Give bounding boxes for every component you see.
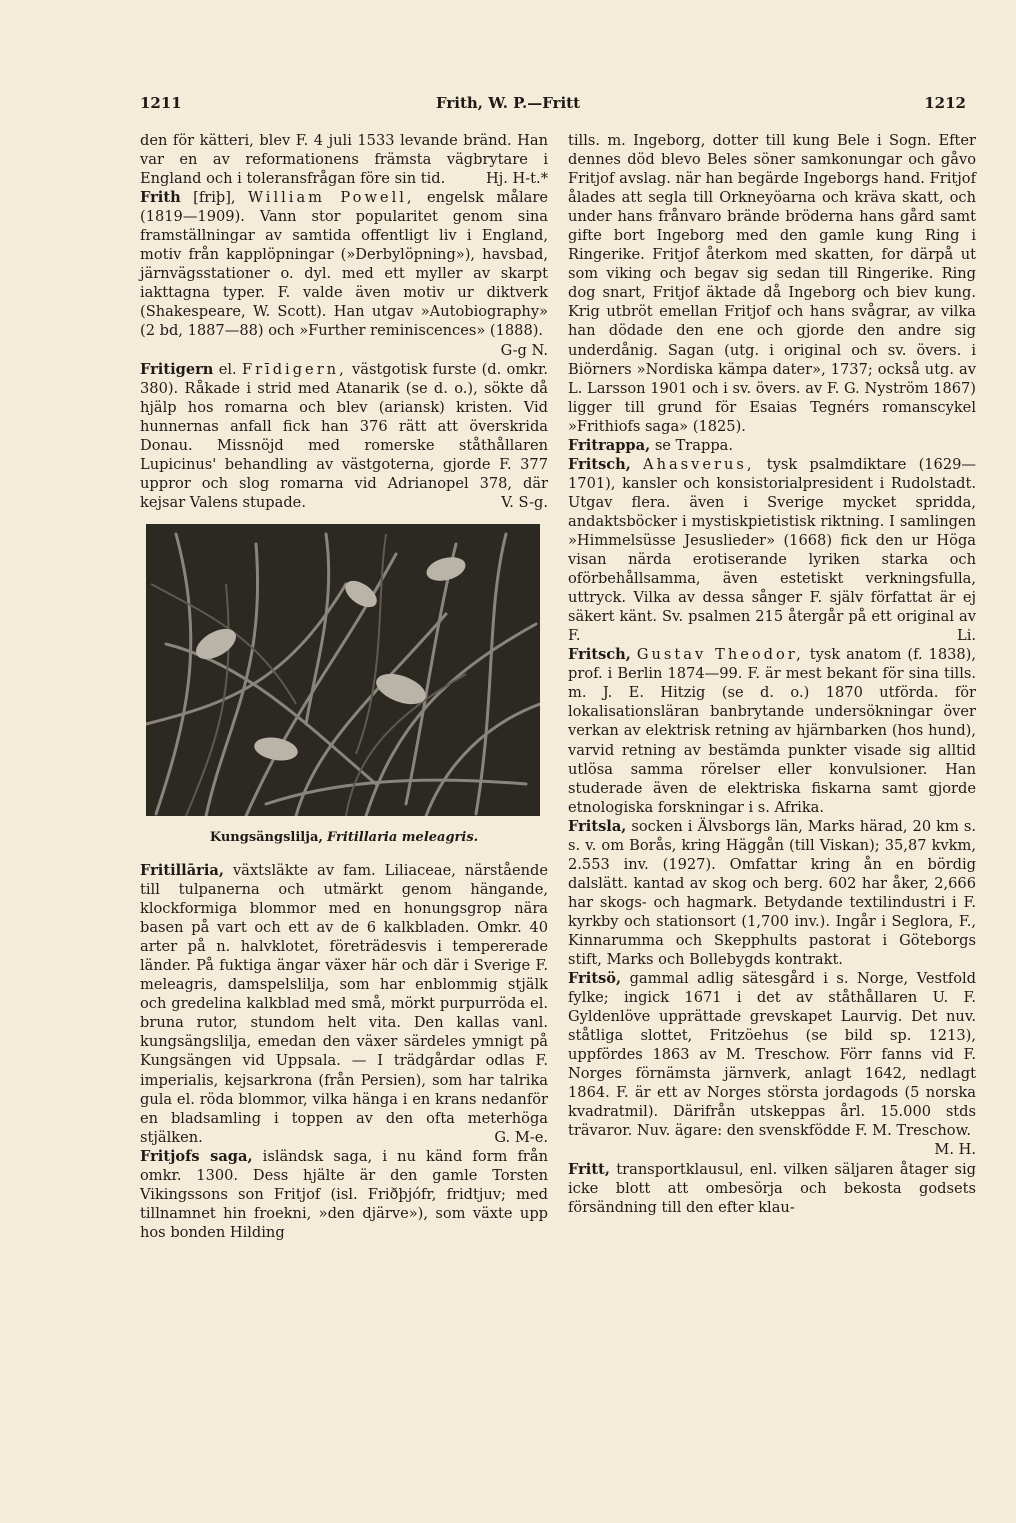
author-signature: V. S-g. bbox=[501, 493, 548, 511]
entry-headword: Fritsö, bbox=[568, 970, 622, 988]
entry-fritsch-ahasverus: Fritsch, Ahasverus, tysk psalmdiktare (1629—1701), kansler och konsistorialpresident i Rudolstadt. Utgav flera. även i Sverige mycket spridda, andaktsböcker i mystiskpietistisk riktning. I samlingen »Himmelsüsse Jesuslieder» (1668) fick den ur Höga visan närda erotiserande lyriken starka och oförbehållsamma, även estetiskt verkningsfulla, uttryck. Vilka av dessa sånger F. själv författat är ej säkert känt. Sv. psalmen 215 återgår på ett original av F. Li. bbox=[568, 455, 977, 645]
entry-fritigern: Fritigern el. Frīdigern, västgotisk furste (d. omkr. 380). Råkade i strid med Atanarik (se d. o.), sökte då hjälp hos romarna och blev (ariansk) kristen. Vid hunnernas anfall fick han 376 rätt att överskrida Donau. Missnöjd med romerske ståthållaren Lupicinus' behandling av västgoterna, gjorde F. 377 uppror och slog romarna vid Adrianopel 378, där kejsar Valens stupade. V. S-g. bbox=[140, 360, 549, 511]
photo-caption: Kungsängslilja, Fritillaria meleagris. bbox=[209, 829, 479, 845]
entry-fritsla: Fritsla, socken i Älvsborgs län, Marks härad, 20 km s. s. v. om Borås, kring Häggån (till Viskan); 35,87 kvkm, 2.553 inv. (1927). Omfattar kring ån en bördig dalslätt. kantad av skog och berg. 602 har åker, 2,666 har skogs- och hagmark. Betydande textilindustri i F. kyrkby och stationsort (1,700 inv.). Ingår i Seglora, F., Kinnarumma och Skepphults pastorat i Göteborgs stift, Marks och Bollebygds kontrakt. bbox=[568, 817, 976, 969]
entry-fritillaria: Fritillāria, växtsläkte av fam. Liliaceae, närstående till tulpanerna och utmärkt genom hängande, klockformiga blommor med en honungsgrop nära basen på vart och ett av de 6 kalkbladen. Omkr. 40 arter på n. halvklotet, företrädesvis i tempererade länder. På fuktiga ängar växer här och där i Sverige F. meleagris, damspelslilja, som har enblommig stjälk och gredelina kalkblad med små, mörkt purpurröda el. bruna rutor, stundom helt vita. Den kallas vanl. kungsängslilja, emedan den växer särdeles ymnigt på Kungsängen vid Uppsala. — I trädgårdar odlas F. imperialis, kejsarkrona (från Persien), som har talrika gula el. röda blommor, vilka hänga i en krans nedanför en bladsamling i toppen av den ofta meterhöga stjälken. G. M-e. bbox=[140, 861, 548, 1146]
author-signature: Li. bbox=[957, 627, 976, 645]
author-signature: G. M-e. bbox=[494, 1128, 548, 1146]
entry-headword: Fritillāria, bbox=[140, 861, 224, 879]
entry-headword: Fritrappa, bbox=[568, 436, 651, 454]
entry-fritt: Fritt, transportklausul, enl. vilken säljaren åtager sig icke blott att ombesörja och bekosta godsets försändning till den efter klau- bbox=[568, 1160, 977, 1216]
right-column bbox=[568, 131, 976, 1217]
entry-frith: Frith [friþ], William Powell, engelsk målare (1819—1909). Vann stor popularitet genom sina framställningar av samtida offentligt liv i England, motiv från kapplöpningar (»Derbylöpning»), havsbad, järnvägsstationer o. dyl. med ett myller av skarpt iakttagna typer. F. valde även motiv ur diktverk (Shakespeare, W. Scott). Han utgav »Autobiography» (2 bd, 1887—88) och »Further reminiscences» (1888). G-g N. bbox=[140, 189, 548, 359]
entry-continuation: tills. m. Ingeborg, dotter till kung Bele i Sogn. Efter dennes död blevo Beles söner samkonungar och gåvo Fritjof avslag. när han begärde Ingeborgs hand. Fritjof ålades att segla till Orkneyöarna och kräva skatt, och under hans frånvaro brände bröderna hans gård samt gifte bort Ingeborg med den gamle kung Ring i Ringerike. Fritjof återkom med skatten, for därpå ut som viking och begav sig sedan till Ringerike. Ring dog snart, Fritjof äktade då Ingeborg och biev kung. Krig utbröt emellan Fritjof och hans svågrar, av vilka han dödade den ene och gjorde den andre sig underdånig. Sagan (utg. i original och sv. övers. i Biörners »Nordiska kämpa dater», 1737; också utg. av L. Larsson 1901 och i sv. övers. av F. G. Nyström 1867) ligger till grund för Esaias Tegnérs romanscykel »Frithiofs saga» (1825). bbox=[568, 132, 976, 435]
running-head: Frith, W. P.—Fritt bbox=[435, 94, 581, 112]
fritillaria-photo bbox=[146, 524, 540, 816]
entry-fragment: den för kätteri, blev F. 4 juli 1533 levande bränd. Han var en av reformationens främsta vägbrytare i England och i toleransfrågan före sin tid. Hj. H-t.* bbox=[140, 132, 548, 188]
entry-headword: Fritigern bbox=[140, 360, 214, 378]
entry-headword: Fritsch, bbox=[568, 646, 631, 664]
left-column bbox=[140, 131, 548, 1242]
entry-headword: Fritjofs saga, bbox=[140, 1147, 253, 1165]
page-number-right: 1212 bbox=[924, 94, 966, 112]
author-signature: M. H. bbox=[934, 1141, 976, 1159]
author-signature: Hj. H-t.* bbox=[486, 170, 548, 188]
page-number-left: 1211 bbox=[140, 94, 182, 112]
entry-fritso: Fritsö, gammal adlig sätesgård i s. Norge, Vestfold fylke; ingick 1671 i det av ståthållaren U. F. Gyldenlöve upprättade grevskapet Laurvig. Det nuv. ståtliga slottet, Fritzöehus (se bild sp. 1213), uppfördes 1863 av M. Treschow. Förr fanns vid F. Norges förnämsta järnverk, anlagt 1642, nedlagt 1864. F. är ett av Norges största jordagods (5 norska kvadratmil). Därifrån utskeppas årl. 15.000 stds trävaror. Nuv. ägare: den svenskfödde F. M. Treschow. M. H. bbox=[568, 970, 977, 1159]
entry-fritrappa: Fritrappa, se Trappa. bbox=[568, 436, 734, 454]
entry-fritsch-gustav: Fritsch, Gustav Theodor, tysk anatom (f. 1838), prof. i Berlin 1874—99. F. är mest bekant för sina tills. m. J. E. Hitzig (se d. o.) 1870 utförda. för lokalisationsläran banbrytande undersökningar över verkan av elektrisk retning av hjärnbarken (hos hund), varvid retning av bestämda punkter visade sig alltid utlösa samma rörelser eller konvulsioner. Han studerade även de elektriska fiskarna samt gjorde etnologiska forskningar i s. Afrika. bbox=[568, 646, 977, 816]
entry-headword: Fritsla, bbox=[568, 817, 627, 835]
entry-headword: Frith bbox=[140, 189, 181, 207]
entry-headword: Fritt, bbox=[568, 1160, 610, 1178]
author-signature: G-g N. bbox=[500, 341, 548, 359]
entry-headword: Fritsch, bbox=[568, 455, 631, 473]
entry-fritjofs-saga: Fritjofs saga, isländsk saga, i nu känd form från omkr. 1300. Dess hjälte är den gamle Torsten Vikingssons son Fritjof (isl. Friðþjófr, fridtjuv; med tillnamnet hin froekni, »den djärve»), som växte upp hos bonden Hilding bbox=[140, 1147, 548, 1241]
